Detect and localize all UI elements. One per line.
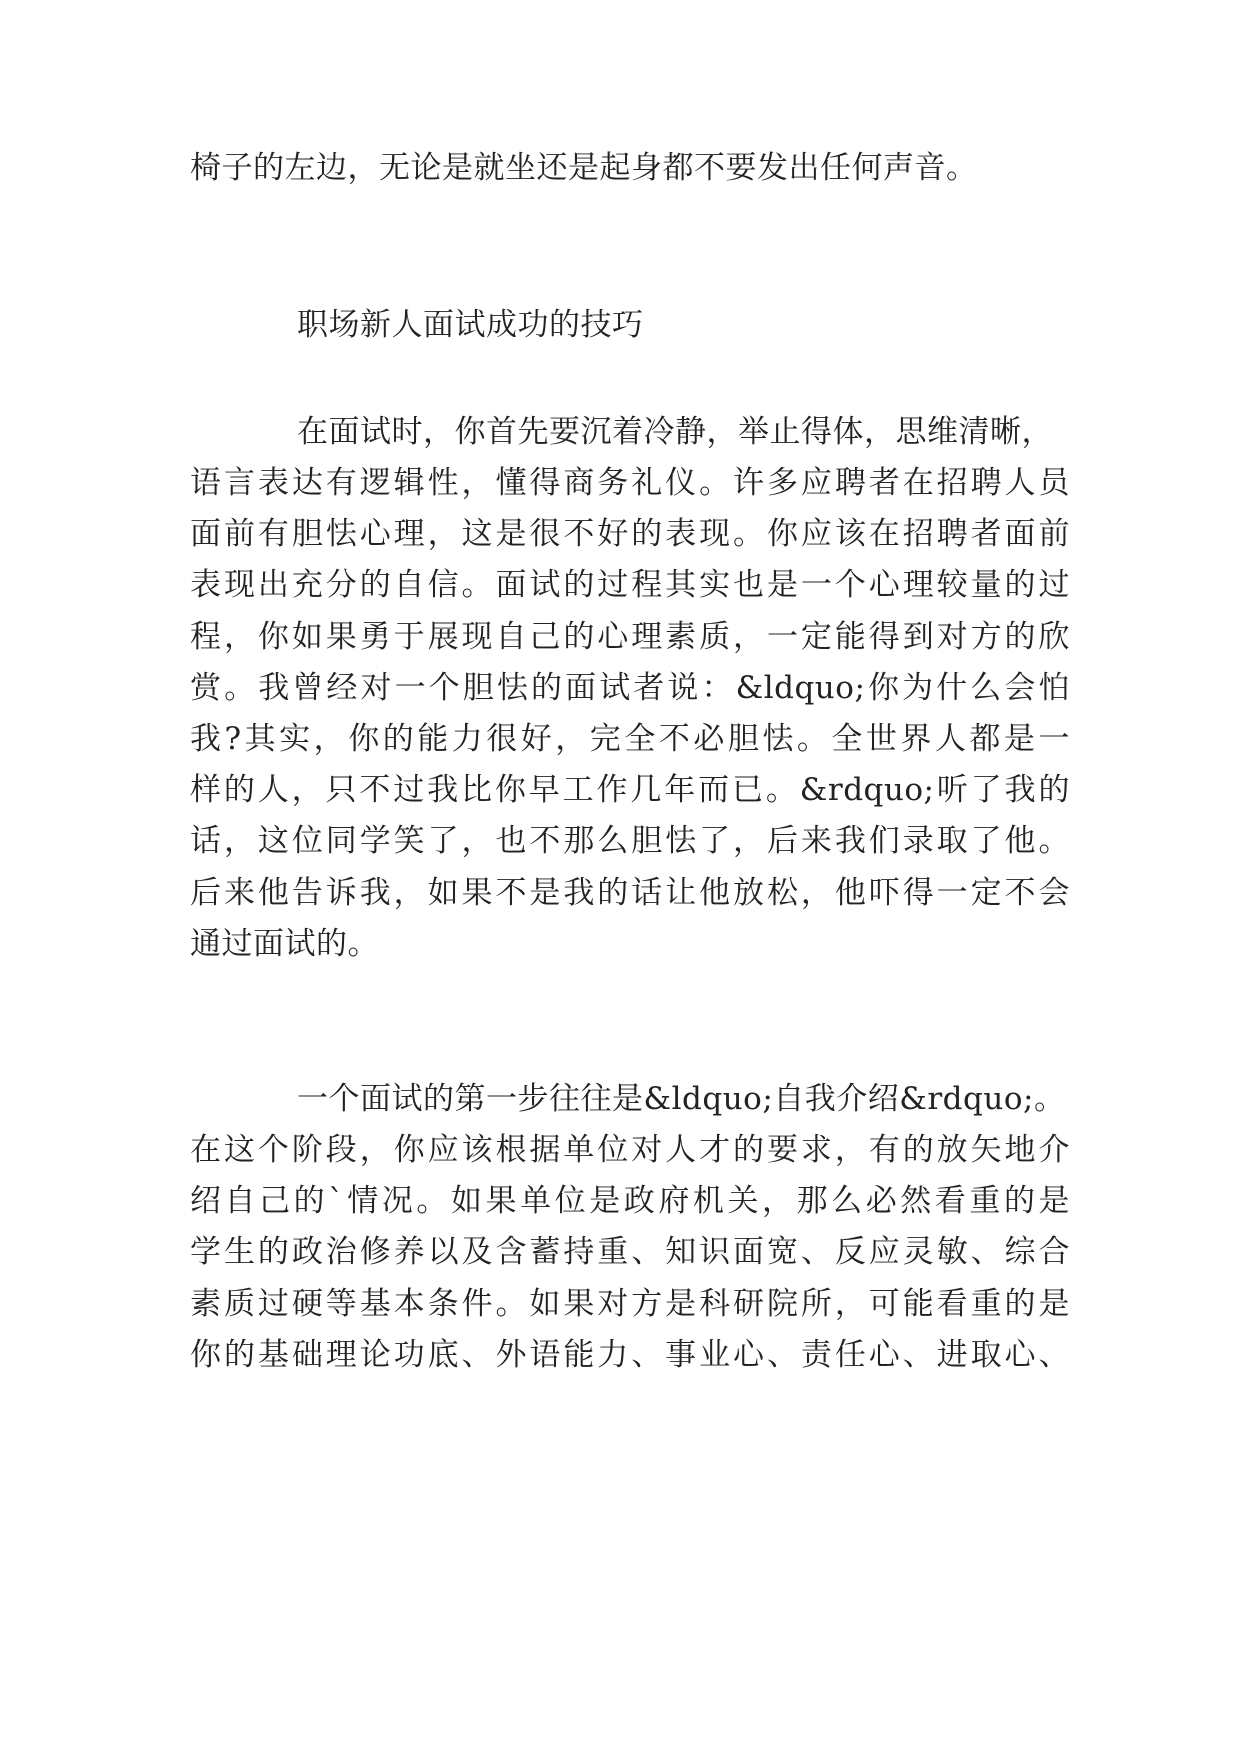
- paragraph-2-line-2: 在这个阶段，你应该根据单位对人才的要求，有的放矢地介: [190, 1132, 1070, 1168]
- paragraph-1-line-3: 面前有胆怯心理，这是很不好的表现。你应该在招聘者面前: [190, 516, 1070, 552]
- paragraph-1-line-7: 我?其实，你的能力很好，完全不必胆怯。全世界人都是一: [190, 721, 1070, 757]
- paragraph-1-line-11: 通过面试的。: [190, 926, 379, 962]
- paragraph-2-line-3: 绍自己的`情况。如果单位是政府机关，那么必然看重的是: [190, 1183, 1070, 1219]
- paragraph-1-line-4: 表现出充分的自信。面试的过程其实也是一个心理较量的过: [190, 567, 1070, 603]
- paragraph-2-line-6: 你的基础理论功底、外语能力、事业心、责任心、进取心、: [190, 1337, 1070, 1373]
- paragraph-1-line-5: 程，你如果勇于展现自己的心理素质，一定能得到对方的欣: [190, 619, 1070, 655]
- paragraph-1-line-8: 样的人，只不过我比你早工作几年而已。&rdquo;听了我的: [190, 772, 1070, 808]
- paragraph-1-line-10: 后来他告诉我，如果不是我的话让他放松，他吓得一定不会: [190, 875, 1070, 911]
- paragraph-1-line-1: 在面试时，你首先要沉着冷静，举止得体，思维清晰，: [297, 414, 1053, 450]
- paragraph-2-line-5: 素质过硬等基本条件。如果对方是科研院所，可能看重的是: [190, 1286, 1070, 1322]
- paragraph-1-line-2: 语言表达有逻辑性，懂得商务礼仪。许多应聘者在招聘人员: [190, 465, 1070, 501]
- paragraph-2-line-1: 一个面试的第一步往往是&ldquo;自我介绍&rdquo;。: [297, 1081, 1066, 1117]
- paragraph-2-line-4: 学生的政治修养以及含蓄持重、知识面宽、反应灵敏、综合: [190, 1234, 1070, 1270]
- paragraph-1-line-6: 赏。我曾经对一个胆怯的面试者说：&ldquo;你为什么会怕: [190, 670, 1070, 706]
- section-heading: 职场新人面试成功的技巧: [297, 307, 644, 343]
- paragraph-1-line-9: 话，这位同学笑了，也不那么胆怯了，后来我们录取了他。: [190, 823, 1070, 859]
- intro-tail-line: 椅子的左边，无论是就坐还是起身都不要发出任何声音。: [190, 150, 978, 186]
